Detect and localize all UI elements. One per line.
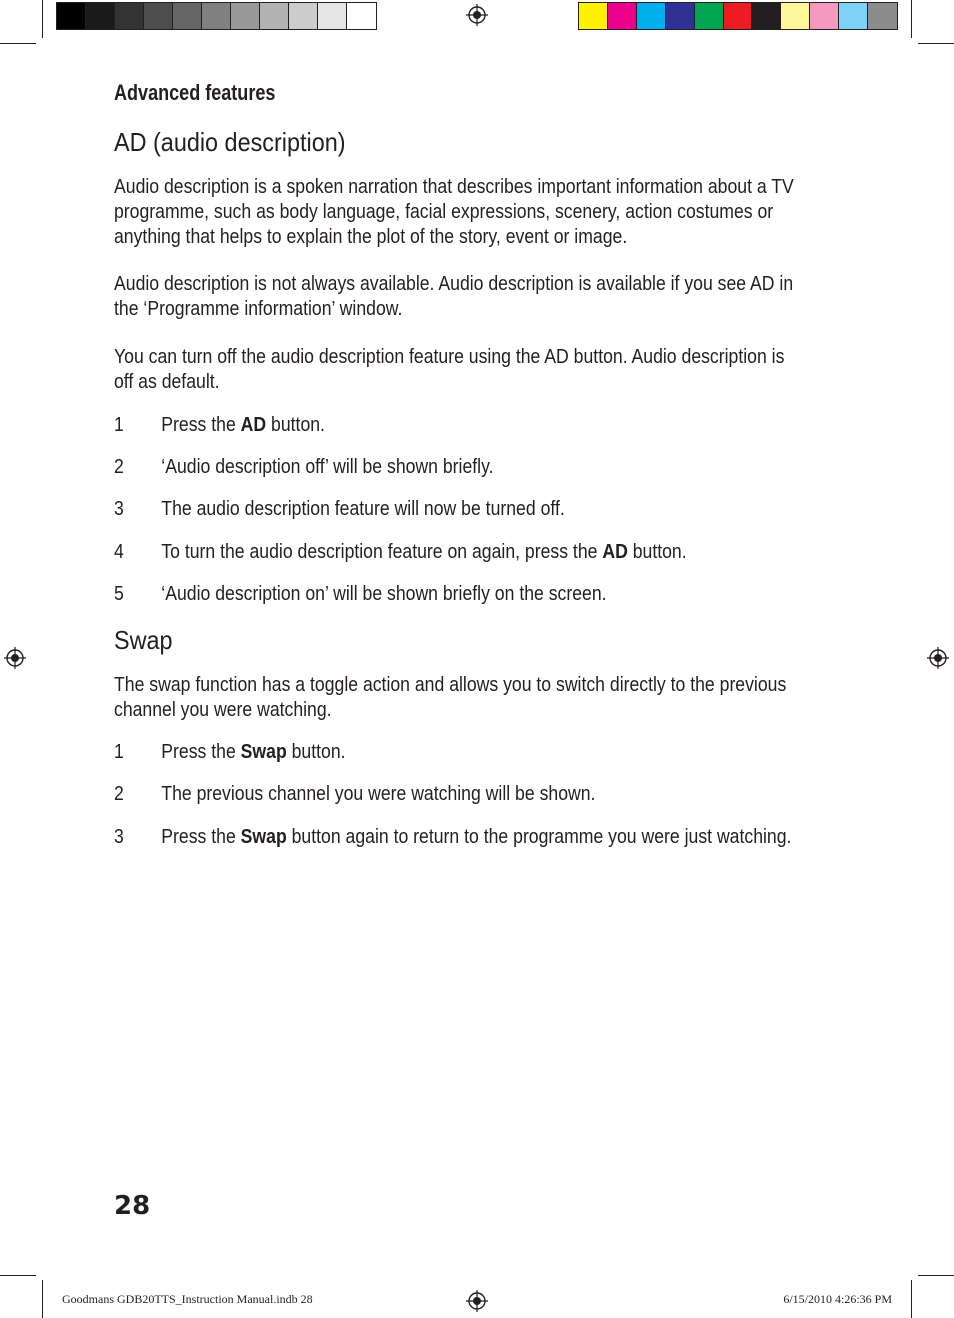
step-number: 5 [114,582,124,605]
step-text: button. [286,740,346,763]
registration-mark-icon [4,647,26,669]
ad-paragraph-1: Audio description is a spoken narration that describes important information about a TV programme, such as body language, facial expressions, scenery, action costumes or anything that helps to explain the plot of the story, event or image. [114,175,794,248]
step-number: 1 [114,413,124,436]
page-number: 28 [114,1191,151,1221]
crop-mark [42,1280,43,1318]
ad-step [114,581,607,606]
step-number: 3 [114,825,124,848]
step-text: To turn the audio description feature on again, press the [161,540,603,563]
ad-step [114,412,325,437]
step-text: button. [266,413,325,436]
step-text: Press the [161,825,241,848]
ad-paragraph-3: You can turn off the audio description feature using the AD button. Audio description is off as default. [114,345,785,393]
registration-mark-icon [466,4,488,26]
step-text: button again to return to the programme you were just watching. [286,825,792,848]
color-swatch [86,3,115,29]
swap-heading: Swap [114,625,173,655]
step-number: 2 [114,782,124,805]
step-number: 2 [114,455,124,478]
ad-paragraph-2: Audio description is not always available. Audio description is available if you see AD in the ‘Programme information’ window. [114,272,794,320]
section-label: Advanced features [114,80,276,105]
step-number: 4 [114,540,124,563]
color-swatch [752,3,781,29]
color-swatch [57,3,86,29]
color-swatch [347,3,376,29]
ad-heading: AD (audio description) [114,127,346,157]
step-number: 1 [114,740,124,763]
crop-mark [918,43,954,44]
swap-paragraph: The swap function has a toggle action and allows you to switch directly to the previous channel you were watching. [114,673,787,721]
color-swatch [810,3,839,29]
crop-mark [0,1275,36,1276]
process-color-bar [578,2,898,30]
color-swatch [260,3,289,29]
step-bold-text: Swap [240,825,287,848]
color-swatch [868,3,897,29]
step-text: Press the [161,740,241,763]
registration-mark-icon [927,647,949,669]
step-text: The audio description feature will now be turned off. [161,497,565,520]
swap-step [114,824,791,849]
ad-step [114,454,494,479]
crop-mark [0,43,36,44]
step-bold-text: AD [240,413,267,436]
crop-mark [42,0,43,38]
footer-timestamp: 6/15/2010 4:26:36 PM [783,1292,892,1306]
color-swatch [318,3,347,29]
color-swatch [173,3,202,29]
color-swatch [781,3,810,29]
color-swatch [289,3,318,29]
swap-step [114,739,346,764]
step-text: Press the [161,413,241,436]
step-text: The previous channel you were watching will be shown. [161,782,596,805]
registration-mark-icon [466,1290,488,1312]
color-swatch [666,3,695,29]
color-swatch [695,3,724,29]
crop-mark [911,1280,912,1318]
color-swatch [231,3,260,29]
color-swatch [144,3,173,29]
ad-step [114,496,565,521]
color-swatch [202,3,231,29]
crop-mark [918,1275,954,1276]
step-text: ‘Audio description on’ will be shown briefly on the screen. [161,582,607,605]
crop-mark [911,0,912,38]
color-swatch [637,3,666,29]
step-bold-text: AD [602,540,628,563]
step-number: 3 [114,497,124,520]
step-bold-text: Swap [240,740,287,763]
ad-step [114,539,687,564]
swap-step [114,781,595,806]
color-swatch [115,3,144,29]
color-swatch [724,3,753,29]
color-swatch [579,3,608,29]
footer-filename: Goodmans GDB20TTS_Instruction Manual.indb 28 [62,1292,313,1306]
grayscale-color-bar [56,2,377,30]
color-swatch [839,3,868,29]
step-text: ‘Audio description off’ will be shown briefly. [161,455,494,478]
step-text: button. [627,540,687,563]
color-swatch [608,3,637,29]
